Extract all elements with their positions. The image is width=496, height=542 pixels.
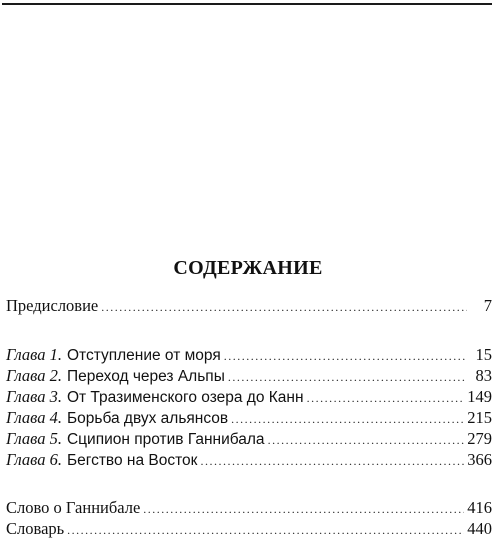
- dot-leader: [307, 388, 465, 408]
- page-number: 149: [467, 387, 492, 406]
- page-number: 83: [475, 366, 492, 385]
- entry-title: Предисловие: [6, 296, 99, 315]
- dot-leader: [224, 346, 467, 366]
- top-rule: [2, 3, 492, 5]
- dot-leader: [268, 430, 465, 450]
- page-number: 7: [483, 296, 492, 315]
- chapter-prefix: Глава 1.: [6, 345, 62, 364]
- page-number: 366: [467, 450, 492, 469]
- entry-title: Бегство на Восток: [66, 452, 198, 469]
- chapter-prefix: Глава 3.: [6, 387, 62, 406]
- dot-leader: [200, 451, 464, 471]
- toc-entry-preface[interactable]: [6, 296, 492, 316]
- entry-title: Слово о Ганнибале: [6, 498, 141, 517]
- page-number: 15: [475, 345, 492, 364]
- dot-leader: [231, 409, 464, 429]
- toc-entry-chapter-3[interactable]: [6, 387, 492, 407]
- entry-title: Словарь: [6, 519, 65, 538]
- entry-title: Борьба двух альянсов: [66, 410, 229, 427]
- dot-leader: [143, 499, 464, 519]
- toc-entry-chapter-6[interactable]: [6, 450, 492, 470]
- page-number: 279: [467, 429, 492, 448]
- chapter-prefix: Глава 5.: [6, 429, 62, 448]
- entry-title: Переход через Альпы: [66, 368, 225, 385]
- chapter-prefix: Глава 6.: [6, 450, 62, 469]
- entry-title: От Тразименского озера до Канн: [66, 389, 304, 406]
- toc-entry-glossary[interactable]: [6, 519, 492, 539]
- dot-leader: [67, 520, 464, 540]
- dot-leader: [101, 297, 467, 317]
- toc-entry-afterword[interactable]: [6, 498, 492, 518]
- chapter-prefix: Глава 4.: [6, 408, 62, 427]
- entry-title: Отступление от моря: [66, 347, 221, 364]
- toc-entry-chapter-5[interactable]: [6, 429, 492, 449]
- entry-title: Сципион против Ганнибала: [66, 431, 265, 448]
- toc-entry-chapter-1[interactable]: [6, 345, 492, 365]
- dot-leader: [228, 367, 467, 387]
- page-number: 440: [467, 519, 492, 538]
- page-title: СОДЕРЖАНИЕ: [173, 257, 323, 279]
- toc-entry-chapter-2[interactable]: [6, 366, 492, 386]
- page-number: 416: [467, 498, 492, 517]
- toc-entry-chapter-4[interactable]: [6, 408, 492, 428]
- page-number: 215: [467, 408, 492, 427]
- chapter-prefix: Глава 2.: [6, 366, 62, 385]
